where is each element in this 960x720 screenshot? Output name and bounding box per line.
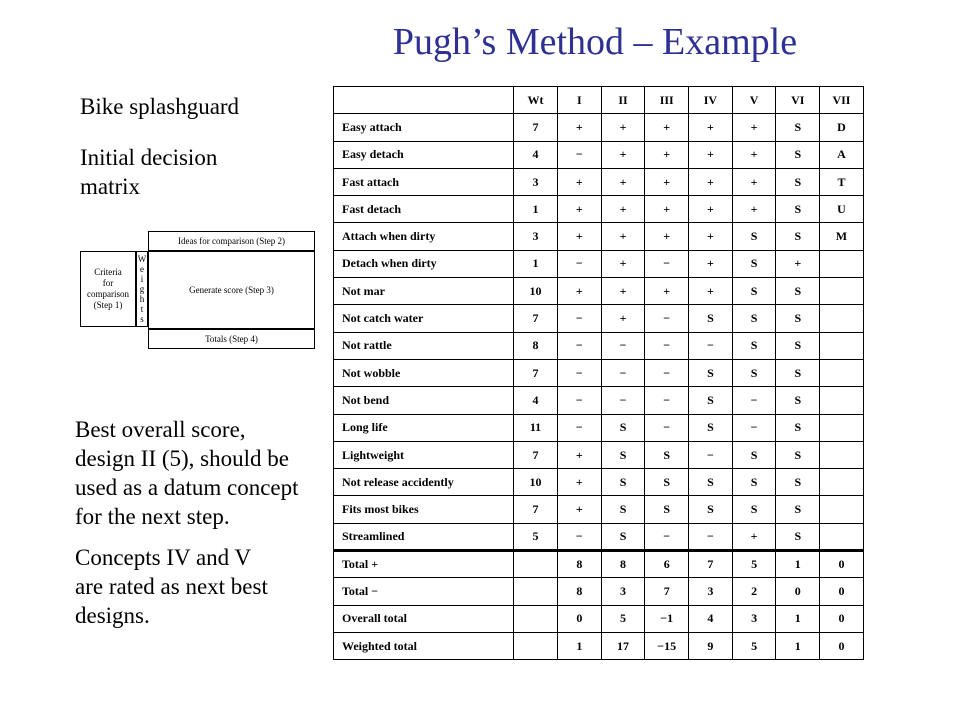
score-cell: − bbox=[645, 332, 689, 359]
criterion-cell: Not release accidently bbox=[334, 469, 514, 496]
score-cell: S bbox=[645, 441, 689, 468]
diagram-criteria: Criteria for comparison (Step 1) bbox=[80, 251, 136, 327]
score-cell: S bbox=[689, 359, 733, 386]
score-cell: + bbox=[689, 250, 733, 277]
score-cell: 0 bbox=[820, 632, 864, 659]
score-cell: 7 bbox=[689, 551, 733, 578]
header-cell: III bbox=[645, 87, 689, 114]
score-cell: S bbox=[689, 496, 733, 523]
decision-matrix bbox=[333, 86, 864, 660]
score-cell: + bbox=[601, 141, 645, 168]
score-cell: S bbox=[776, 278, 820, 305]
weight-cell bbox=[514, 605, 558, 632]
score-cell: + bbox=[689, 114, 733, 141]
score-cell: + bbox=[558, 223, 602, 250]
score-cell: − bbox=[689, 332, 733, 359]
table-row bbox=[334, 496, 864, 523]
score-cell: − bbox=[645, 250, 689, 277]
score-cell: + bbox=[645, 223, 689, 250]
header-cell: Wt bbox=[514, 87, 558, 114]
score-cell: S bbox=[776, 305, 820, 332]
score-cell: + bbox=[776, 250, 820, 277]
score-cell: + bbox=[558, 469, 602, 496]
weight-cell: 11 bbox=[514, 414, 558, 441]
weight-cell: 3 bbox=[514, 168, 558, 195]
score-cell bbox=[820, 414, 864, 441]
diagram-totals: Totals (Step 4) bbox=[148, 329, 315, 349]
score-cell: S bbox=[776, 414, 820, 441]
score-cell bbox=[820, 387, 864, 414]
criterion-cell: Weighted total bbox=[334, 632, 514, 659]
score-cell bbox=[820, 441, 864, 468]
score-cell: + bbox=[732, 523, 776, 550]
header-cell bbox=[334, 87, 514, 114]
totals-row bbox=[334, 632, 864, 659]
note-next-best: Concepts IV and V are rated as next best designs. bbox=[75, 545, 268, 628]
criterion-cell: Easy attach bbox=[334, 114, 514, 141]
score-cell: − bbox=[689, 441, 733, 468]
score-cell: S bbox=[732, 223, 776, 250]
score-cell: S bbox=[776, 141, 820, 168]
score-cell: U bbox=[820, 196, 864, 223]
score-cell: + bbox=[558, 196, 602, 223]
table-row bbox=[334, 359, 864, 386]
table-row bbox=[334, 441, 864, 468]
table-row bbox=[334, 141, 864, 168]
score-cell: − bbox=[558, 387, 602, 414]
score-cell: 8 bbox=[601, 551, 645, 578]
criterion-cell: Lightweight bbox=[334, 441, 514, 468]
score-cell: − bbox=[558, 250, 602, 277]
score-cell: S bbox=[776, 196, 820, 223]
score-cell: 5 bbox=[732, 632, 776, 659]
table-row bbox=[334, 523, 864, 550]
score-cell: − bbox=[645, 305, 689, 332]
score-cell: + bbox=[601, 305, 645, 332]
weight-cell: 7 bbox=[514, 305, 558, 332]
header-cell: I bbox=[558, 87, 602, 114]
score-cell bbox=[820, 469, 864, 496]
weight-cell bbox=[514, 632, 558, 659]
note-best-score: Best overall score, design II (5), should be used as a datum concept for the next step. bbox=[75, 417, 299, 529]
criterion-cell: Long life bbox=[334, 414, 514, 441]
subject-heading: Bike splashguard bbox=[80, 94, 240, 119]
score-cell: 6 bbox=[645, 551, 689, 578]
score-cell: + bbox=[689, 168, 733, 195]
weight-cell bbox=[514, 578, 558, 605]
diagram-weights: W e i g h t s bbox=[136, 251, 148, 327]
score-cell: S bbox=[776, 168, 820, 195]
weight-cell: 4 bbox=[514, 387, 558, 414]
criterion-cell: Attach when dirty bbox=[334, 223, 514, 250]
score-cell: + bbox=[732, 114, 776, 141]
criterion-cell: Not mar bbox=[334, 278, 514, 305]
weight-cell bbox=[514, 551, 558, 578]
score-cell: + bbox=[645, 196, 689, 223]
header-cell: VI bbox=[776, 87, 820, 114]
score-cell: S bbox=[776, 114, 820, 141]
score-cell: 1 bbox=[776, 632, 820, 659]
score-cell: T bbox=[820, 168, 864, 195]
score-cell: S bbox=[689, 469, 733, 496]
criterion-cell: Fast attach bbox=[334, 168, 514, 195]
header-cell: VII bbox=[820, 87, 864, 114]
score-cell: 7 bbox=[645, 578, 689, 605]
score-cell: A bbox=[820, 141, 864, 168]
score-cell: 5 bbox=[732, 551, 776, 578]
score-cell: S bbox=[776, 469, 820, 496]
totals-row bbox=[334, 578, 864, 605]
weight-cell: 7 bbox=[514, 114, 558, 141]
score-cell: + bbox=[601, 250, 645, 277]
table-row bbox=[334, 223, 864, 250]
table-row bbox=[334, 114, 864, 141]
score-cell: − bbox=[558, 332, 602, 359]
score-cell: S bbox=[732, 305, 776, 332]
score-cell: + bbox=[558, 114, 602, 141]
score-cell: S bbox=[689, 305, 733, 332]
score-cell: + bbox=[645, 168, 689, 195]
weight-cell: 7 bbox=[514, 441, 558, 468]
criterion-cell: Total + bbox=[334, 551, 514, 578]
criterion-cell: Total − bbox=[334, 578, 514, 605]
score-cell: + bbox=[558, 496, 602, 523]
score-cell: 0 bbox=[820, 605, 864, 632]
score-cell: S bbox=[601, 496, 645, 523]
totals-row bbox=[334, 551, 864, 578]
score-cell: 0 bbox=[820, 578, 864, 605]
score-cell: S bbox=[732, 250, 776, 277]
score-cell: − bbox=[601, 387, 645, 414]
weight-cell: 10 bbox=[514, 278, 558, 305]
criterion-cell: Not catch water bbox=[334, 305, 514, 332]
weight-cell: 3 bbox=[514, 223, 558, 250]
table-row bbox=[334, 469, 864, 496]
score-cell: − bbox=[732, 414, 776, 441]
page-title: Pugh’s Method – Example bbox=[392, 21, 798, 63]
score-cell: + bbox=[601, 278, 645, 305]
weight-cell: 5 bbox=[514, 523, 558, 550]
score-cell: 17 bbox=[601, 632, 645, 659]
score-cell: + bbox=[558, 441, 602, 468]
score-cell: + bbox=[601, 168, 645, 195]
table-row bbox=[334, 332, 864, 359]
score-cell bbox=[820, 332, 864, 359]
score-cell bbox=[820, 523, 864, 550]
score-cell: S bbox=[776, 387, 820, 414]
criterion-cell: Not rattle bbox=[334, 332, 514, 359]
score-cell: + bbox=[732, 196, 776, 223]
score-cell: S bbox=[776, 523, 820, 550]
score-cell: + bbox=[732, 168, 776, 195]
table-row bbox=[334, 278, 864, 305]
score-cell: − bbox=[732, 387, 776, 414]
score-cell: 9 bbox=[689, 632, 733, 659]
table-row bbox=[334, 414, 864, 441]
score-cell: S bbox=[776, 223, 820, 250]
score-cell: S bbox=[776, 441, 820, 468]
score-cell: 0 bbox=[558, 605, 602, 632]
table-row bbox=[334, 387, 864, 414]
score-cell: − bbox=[645, 359, 689, 386]
score-cell: + bbox=[601, 223, 645, 250]
criterion-cell: Fits most bikes bbox=[334, 496, 514, 523]
score-cell: 0 bbox=[820, 551, 864, 578]
score-cell: −1 bbox=[645, 605, 689, 632]
header-cell: IV bbox=[689, 87, 733, 114]
score-cell: 4 bbox=[689, 605, 733, 632]
score-cell: S bbox=[732, 469, 776, 496]
score-cell: + bbox=[689, 223, 733, 250]
weight-cell: 7 bbox=[514, 496, 558, 523]
score-cell: + bbox=[689, 141, 733, 168]
score-cell: 3 bbox=[601, 578, 645, 605]
criterion-cell: Detach when dirty bbox=[334, 250, 514, 277]
table-row bbox=[334, 196, 864, 223]
score-cell bbox=[820, 359, 864, 386]
score-cell: S bbox=[601, 441, 645, 468]
score-cell: 1 bbox=[776, 551, 820, 578]
score-cell: − bbox=[689, 523, 733, 550]
criterion-cell: Streamlined bbox=[334, 523, 514, 550]
score-cell: S bbox=[732, 441, 776, 468]
score-cell: + bbox=[558, 168, 602, 195]
matrix-heading: Initial decision matrix bbox=[80, 145, 218, 199]
score-cell: − bbox=[601, 332, 645, 359]
score-cell: M bbox=[820, 223, 864, 250]
score-cell: + bbox=[689, 278, 733, 305]
weight-cell: 10 bbox=[514, 469, 558, 496]
score-cell bbox=[820, 278, 864, 305]
score-cell: − bbox=[558, 141, 602, 168]
weight-cell: 1 bbox=[514, 196, 558, 223]
score-cell: + bbox=[732, 141, 776, 168]
score-cell: + bbox=[645, 114, 689, 141]
score-cell: − bbox=[558, 305, 602, 332]
score-cell: − bbox=[558, 523, 602, 550]
score-cell: S bbox=[732, 332, 776, 359]
score-cell: S bbox=[601, 469, 645, 496]
table-row bbox=[334, 305, 864, 332]
diagram-generate: Generate score (Step 3) bbox=[148, 251, 315, 329]
criterion-cell: Overall total bbox=[334, 605, 514, 632]
diagram-ideas: Ideas for comparison (Step 2) bbox=[148, 231, 315, 251]
matrix-header-row bbox=[334, 87, 864, 114]
score-cell: S bbox=[776, 332, 820, 359]
score-cell: + bbox=[601, 114, 645, 141]
score-cell: − bbox=[645, 414, 689, 441]
score-cell: + bbox=[645, 278, 689, 305]
score-cell: S bbox=[732, 359, 776, 386]
score-cell: S bbox=[689, 387, 733, 414]
step-diagram bbox=[80, 231, 315, 349]
criterion-cell: Fast detach bbox=[334, 196, 514, 223]
score-cell bbox=[820, 250, 864, 277]
score-cell: 0 bbox=[776, 578, 820, 605]
score-cell: −15 bbox=[645, 632, 689, 659]
score-cell: 1 bbox=[558, 632, 602, 659]
score-cell: + bbox=[645, 141, 689, 168]
score-cell: 8 bbox=[558, 551, 602, 578]
score-cell: − bbox=[558, 414, 602, 441]
score-cell: S bbox=[601, 414, 645, 441]
table-row bbox=[334, 168, 864, 195]
score-cell: S bbox=[776, 496, 820, 523]
criterion-cell: Easy detach bbox=[334, 141, 514, 168]
score-cell: 3 bbox=[732, 605, 776, 632]
score-cell: + bbox=[689, 196, 733, 223]
score-cell: S bbox=[689, 414, 733, 441]
header-cell: V bbox=[732, 87, 776, 114]
score-cell: S bbox=[645, 469, 689, 496]
score-cell: 2 bbox=[732, 578, 776, 605]
criterion-cell: Not bend bbox=[334, 387, 514, 414]
weight-cell: 7 bbox=[514, 359, 558, 386]
criterion-cell: Not wobble bbox=[334, 359, 514, 386]
score-cell: − bbox=[645, 387, 689, 414]
score-cell: S bbox=[601, 523, 645, 550]
weight-cell: 8 bbox=[514, 332, 558, 359]
score-cell: S bbox=[732, 278, 776, 305]
score-cell: 3 bbox=[689, 578, 733, 605]
table-row bbox=[334, 250, 864, 277]
score-cell: S bbox=[645, 496, 689, 523]
score-cell: − bbox=[645, 523, 689, 550]
score-cell bbox=[820, 305, 864, 332]
score-cell: S bbox=[732, 496, 776, 523]
score-cell: 5 bbox=[601, 605, 645, 632]
score-cell: − bbox=[601, 359, 645, 386]
totals-row bbox=[334, 605, 864, 632]
score-cell: D bbox=[820, 114, 864, 141]
weight-cell: 1 bbox=[514, 250, 558, 277]
score-cell: 1 bbox=[776, 605, 820, 632]
score-cell bbox=[820, 496, 864, 523]
score-cell: − bbox=[558, 359, 602, 386]
score-cell: S bbox=[776, 359, 820, 386]
score-cell: 8 bbox=[558, 578, 602, 605]
score-cell: + bbox=[558, 278, 602, 305]
weight-cell: 4 bbox=[514, 141, 558, 168]
score-cell: + bbox=[601, 196, 645, 223]
header-cell: II bbox=[601, 87, 645, 114]
